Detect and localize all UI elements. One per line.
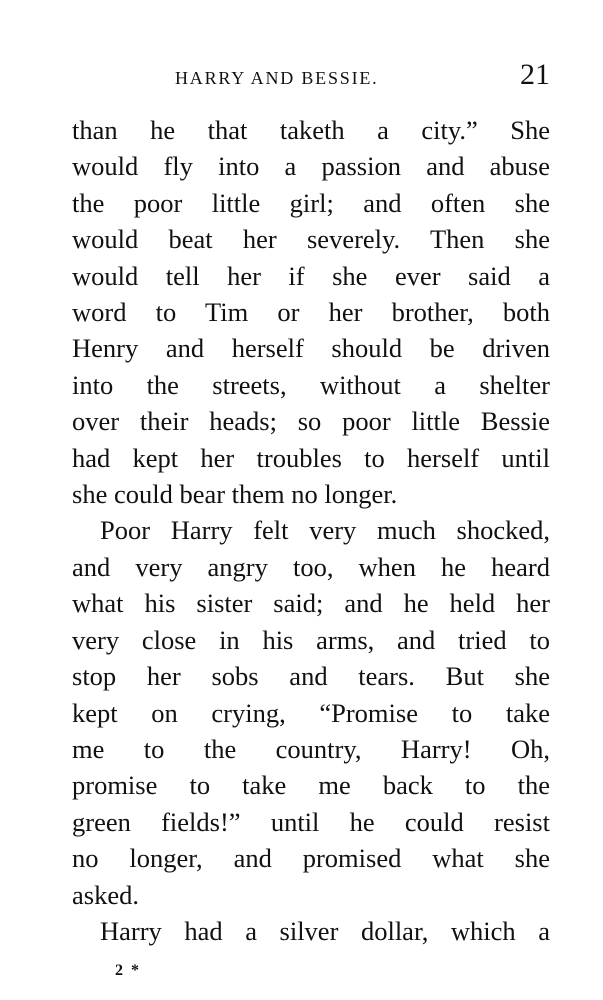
text-line: would tell her if she ever said a [72,260,550,291]
text-line: promise to take me back to the [72,770,550,801]
text-line: what his sister said; and he held her [72,588,550,619]
paragraph-3 [72,913,550,949]
text-line: than he that taketh a city.” She [72,115,550,145]
body-text [72,112,550,949]
text-line: she could bear them no longer. [72,479,398,510]
text-line: Henry and herself should be driven [72,333,550,364]
text-line: me to the country, Harry! Oh, [72,733,550,764]
page-number: 21 [520,58,550,91]
running-title: HARRY AND BESSIE. [175,68,379,88]
text-line: into the streets, without a shelter [72,369,550,400]
text-line: would beat her severely. Then she [72,224,550,255]
text-line: Harry had a silver dollar, which a [100,915,550,946]
text-line: Poor Harry felt very much shocked, [100,515,550,546]
text-line: no longer, and promised what she [72,843,550,874]
text-line: had kept her troubles to herself until [72,442,550,473]
text-line: would fly into a passion and abuse [72,151,550,182]
paragraph-2 [72,512,550,912]
signature-mark: 2 * [115,962,141,979]
text-line: word to Tim or her brother, both [72,297,550,328]
text-line: the poor little girl; and often she [72,187,550,218]
text-line: over their heads; so poor little Bessie [72,406,550,437]
text-line: kept on crying, “Promise to take [72,697,550,728]
text-line: green fields!” until he could resist [72,806,550,837]
paragraph-1 [72,112,550,512]
text-line: asked. [72,879,139,910]
text-line: stop her sobs and tears. But she [72,661,550,692]
text-line: and very angry too, when he heard [72,551,550,582]
text-line: very close in his arms, and tried to [72,624,550,655]
